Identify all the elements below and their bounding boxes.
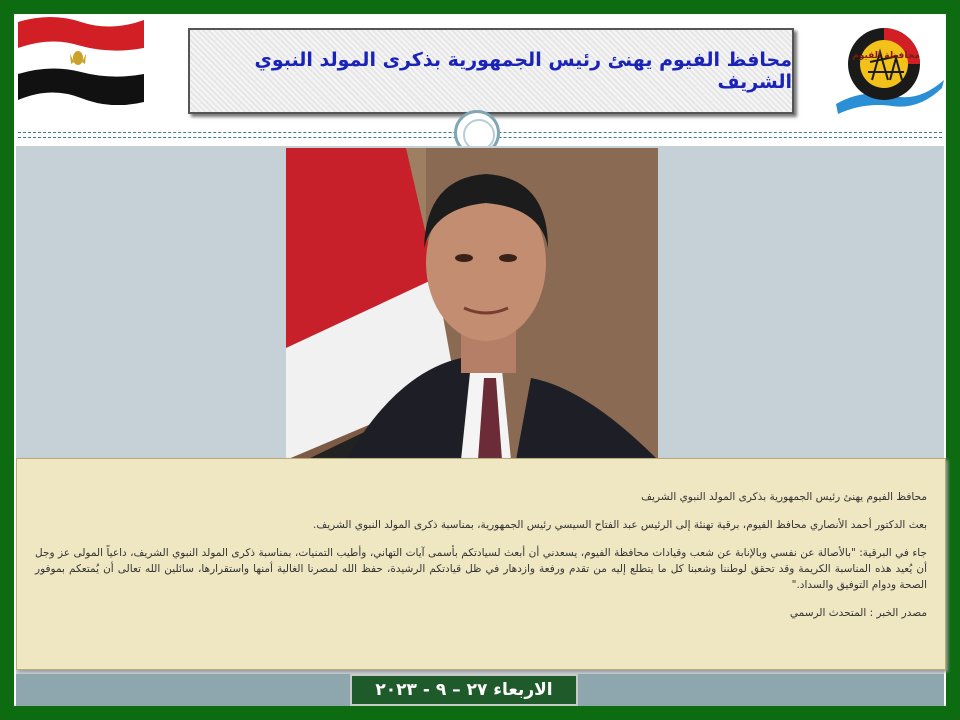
page-content	[14, 14, 946, 706]
portrait-photo	[286, 148, 658, 460]
page-title: محافظ الفيوم يهنئ رئيس الجمهورية بذكرى المولد النبوي الشريف	[254, 49, 792, 93]
article-intro: بعث الدكتور أحمد الأنصاري محافظ الفيوم، برقية تهنئة إلى الرئيس عبد الفتاح السيسي رئيس الجمهورية، بمناسبة ذكرى المولد النبوي الشريف.	[313, 519, 927, 531]
article-quote: جاء في البرقية: "بالأصالة عن نفسي وبالإنابة عن شعب وقيادات محافظة الفيوم، يسعدني أن أبعث لسيادتكم بأسمى آيات التهاني، وأطيب التمنيات، بمناسبة ذكرى المولد النبوي الشريف، داعياً المولى عز وجل أن يُعيد هذه المناسبة الكريمة وقد تحقق لوطننا وشعبنا كل ما يتطلع إليه من تقدم ورفعة وازدهار في ظل قيادتكم الرشيدة، حفظ الله لمصرنا الغالية أمنها واستقرارها، سائلين الله تعالى أن يُمتعكم بموفور الصحة ودوام التوفيق والسداد."	[35, 547, 927, 591]
date-badge	[350, 674, 578, 706]
article-source: مصدر الخبر : المتحدث الرسمي	[789, 607, 927, 619]
headline-banner	[188, 28, 794, 114]
fayoum-governorate-logo	[834, 18, 946, 118]
egypt-flag-icon	[16, 10, 146, 105]
logo-text: محافظة الفيوم	[852, 51, 920, 61]
article-headline: محافظ الفيوم يهنئ رئيس الجمهورية بذكرى المولد النبوي الشريف	[641, 491, 927, 503]
header	[14, 14, 946, 146]
date-text: الاربعاء ٢٧ – ٩ - ٢٠٢٣	[375, 680, 553, 700]
article-text-panel	[16, 458, 946, 670]
